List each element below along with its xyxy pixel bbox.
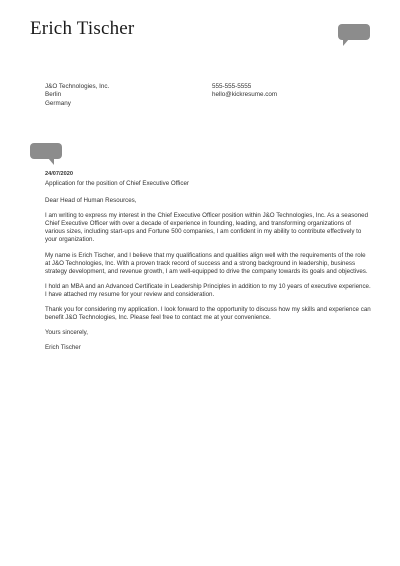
letter-paragraph: I am writing to express my interest in the Chief Executive Officer position within J&O Technologies, Inc. As a seasoned Chief Executive Officer with over a decade of experience in founding, leading, and transforming organizations of various sizes, including start-ups and Fortune 500 companies, I am confident in my ability to contribute effectively to your organization. xyxy=(45,212,369,244)
letter-salutation: Dear Head of Human Resources, xyxy=(45,197,137,205)
speech-bubble-icon xyxy=(338,24,370,40)
letter-body xyxy=(45,171,371,352)
recipient-address xyxy=(45,83,109,108)
contact-details xyxy=(212,83,277,100)
contact-email: hello@kickresume.com xyxy=(212,91,278,99)
letter-subject: Application for the position of Chief Executive Officer xyxy=(45,180,189,187)
applicant-name: Erich Tischer xyxy=(30,18,135,39)
recipient-city: Berlin xyxy=(45,91,62,99)
recipient-company: J&O Technologies, Inc. xyxy=(45,83,110,90)
letter-date: 24/07/2020 xyxy=(45,171,73,177)
recipient-country: Germany xyxy=(45,99,71,107)
letter-paragraph: My name is Erich Tischer, and I believe that my qualifications and qualities align well with the requirements of the role at J&O Technologies, Inc. With a proven track record of success and a strong background in leadership, business strategy development, and revenue growth, I am well-equipped to drive the company towards its goals and objectives. xyxy=(45,251,368,275)
letter-signature: Erich Tischer xyxy=(45,344,81,352)
letter-closing: Yours sincerely, xyxy=(45,329,88,337)
letter-paragraph: Thank you for considering my application. I look forward to the opportunity to discuss how my skills and experience can benefit J&O Technologies, Inc. Please feel free to contact me at your convenience. xyxy=(45,306,371,322)
letter-paragraph: I hold an MBA and an Advanced Certificate in Leadership Principles in addition to my 10 years of executive experience. I have attached my resume for your review and consideration. xyxy=(45,282,371,298)
speech-bubble-icon xyxy=(30,143,62,159)
contact-phone: 555-555-5555 xyxy=(212,83,252,90)
